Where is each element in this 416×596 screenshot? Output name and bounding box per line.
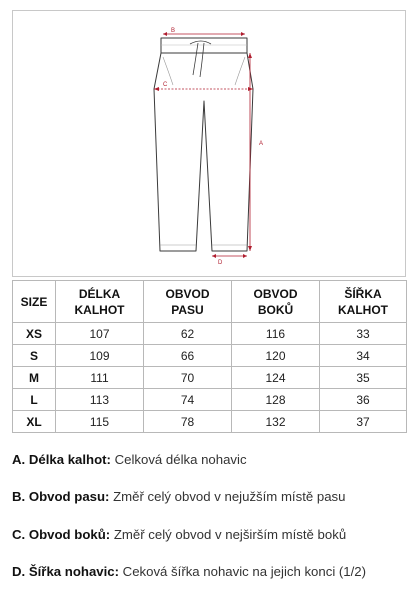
table-cell: 70 bbox=[144, 367, 232, 389]
table-cell: 62 bbox=[144, 323, 232, 345]
table-cell: 113 bbox=[56, 389, 144, 411]
table-header-row bbox=[13, 281, 407, 323]
table-cell: 128 bbox=[232, 389, 320, 411]
header-sirka-kalhot: ŠÍŘKA KALHOT bbox=[320, 281, 407, 323]
table-cell: 74 bbox=[144, 389, 232, 411]
table-cell: 66 bbox=[144, 345, 232, 367]
legend-item-b: B. Obvod pasu: Změř celý obvod v nejužším místě pasu bbox=[12, 489, 346, 504]
table-row bbox=[13, 367, 407, 389]
table-cell: 132 bbox=[232, 411, 320, 433]
legend-item-a: A. Délka kalhot: Celková délka nohavic bbox=[12, 452, 247, 467]
table-row bbox=[13, 345, 407, 367]
dimension-d bbox=[212, 254, 247, 258]
pants-diagram bbox=[12, 10, 406, 277]
table-cell: 33 bbox=[320, 323, 407, 345]
table-cell: 111 bbox=[56, 367, 144, 389]
table-cell: 107 bbox=[56, 323, 144, 345]
dimension-c bbox=[154, 87, 253, 91]
table-row bbox=[13, 411, 407, 433]
legend-item-c: C. Obvod boků: Změř celý obvod v nejširším místě boků bbox=[12, 527, 347, 542]
header-obvod-boku: OBVOD BOKŮ bbox=[232, 281, 320, 323]
table-cell: 78 bbox=[144, 411, 232, 433]
pants-illustration bbox=[13, 11, 407, 278]
header-size: SIZE bbox=[13, 281, 56, 323]
size-cell: L bbox=[13, 389, 56, 411]
size-cell: XL bbox=[13, 411, 56, 433]
label-c: C bbox=[163, 82, 168, 88]
table-cell: 34 bbox=[320, 345, 407, 367]
table-cell: 116 bbox=[232, 323, 320, 345]
table-cell: 36 bbox=[320, 389, 407, 411]
table-cell: 115 bbox=[56, 411, 144, 433]
table-cell: 109 bbox=[56, 345, 144, 367]
size-table bbox=[12, 280, 407, 433]
header-obvod-pasu: OBVOD PASU bbox=[144, 281, 232, 323]
legend-item-d: D. Šířka nohavic: Ceková šířka nohavic na jejich konci (1/2) bbox=[12, 564, 367, 579]
table-cell: 37 bbox=[320, 411, 407, 433]
label-b: B bbox=[171, 28, 176, 34]
label-d: D bbox=[218, 260, 223, 266]
size-cell: XS bbox=[13, 323, 56, 345]
table-cell: 124 bbox=[232, 367, 320, 389]
pants-outline bbox=[154, 53, 253, 251]
label-a: A bbox=[259, 141, 264, 147]
dimension-b bbox=[163, 32, 245, 36]
table-row bbox=[13, 323, 407, 345]
table-cell: 35 bbox=[320, 367, 407, 389]
size-cell: M bbox=[13, 367, 56, 389]
table-cell: 120 bbox=[232, 345, 320, 367]
size-cell: S bbox=[13, 345, 56, 367]
header-delka-kalhot: DÉLKA KALHOT bbox=[56, 281, 144, 323]
table-row bbox=[13, 389, 407, 411]
